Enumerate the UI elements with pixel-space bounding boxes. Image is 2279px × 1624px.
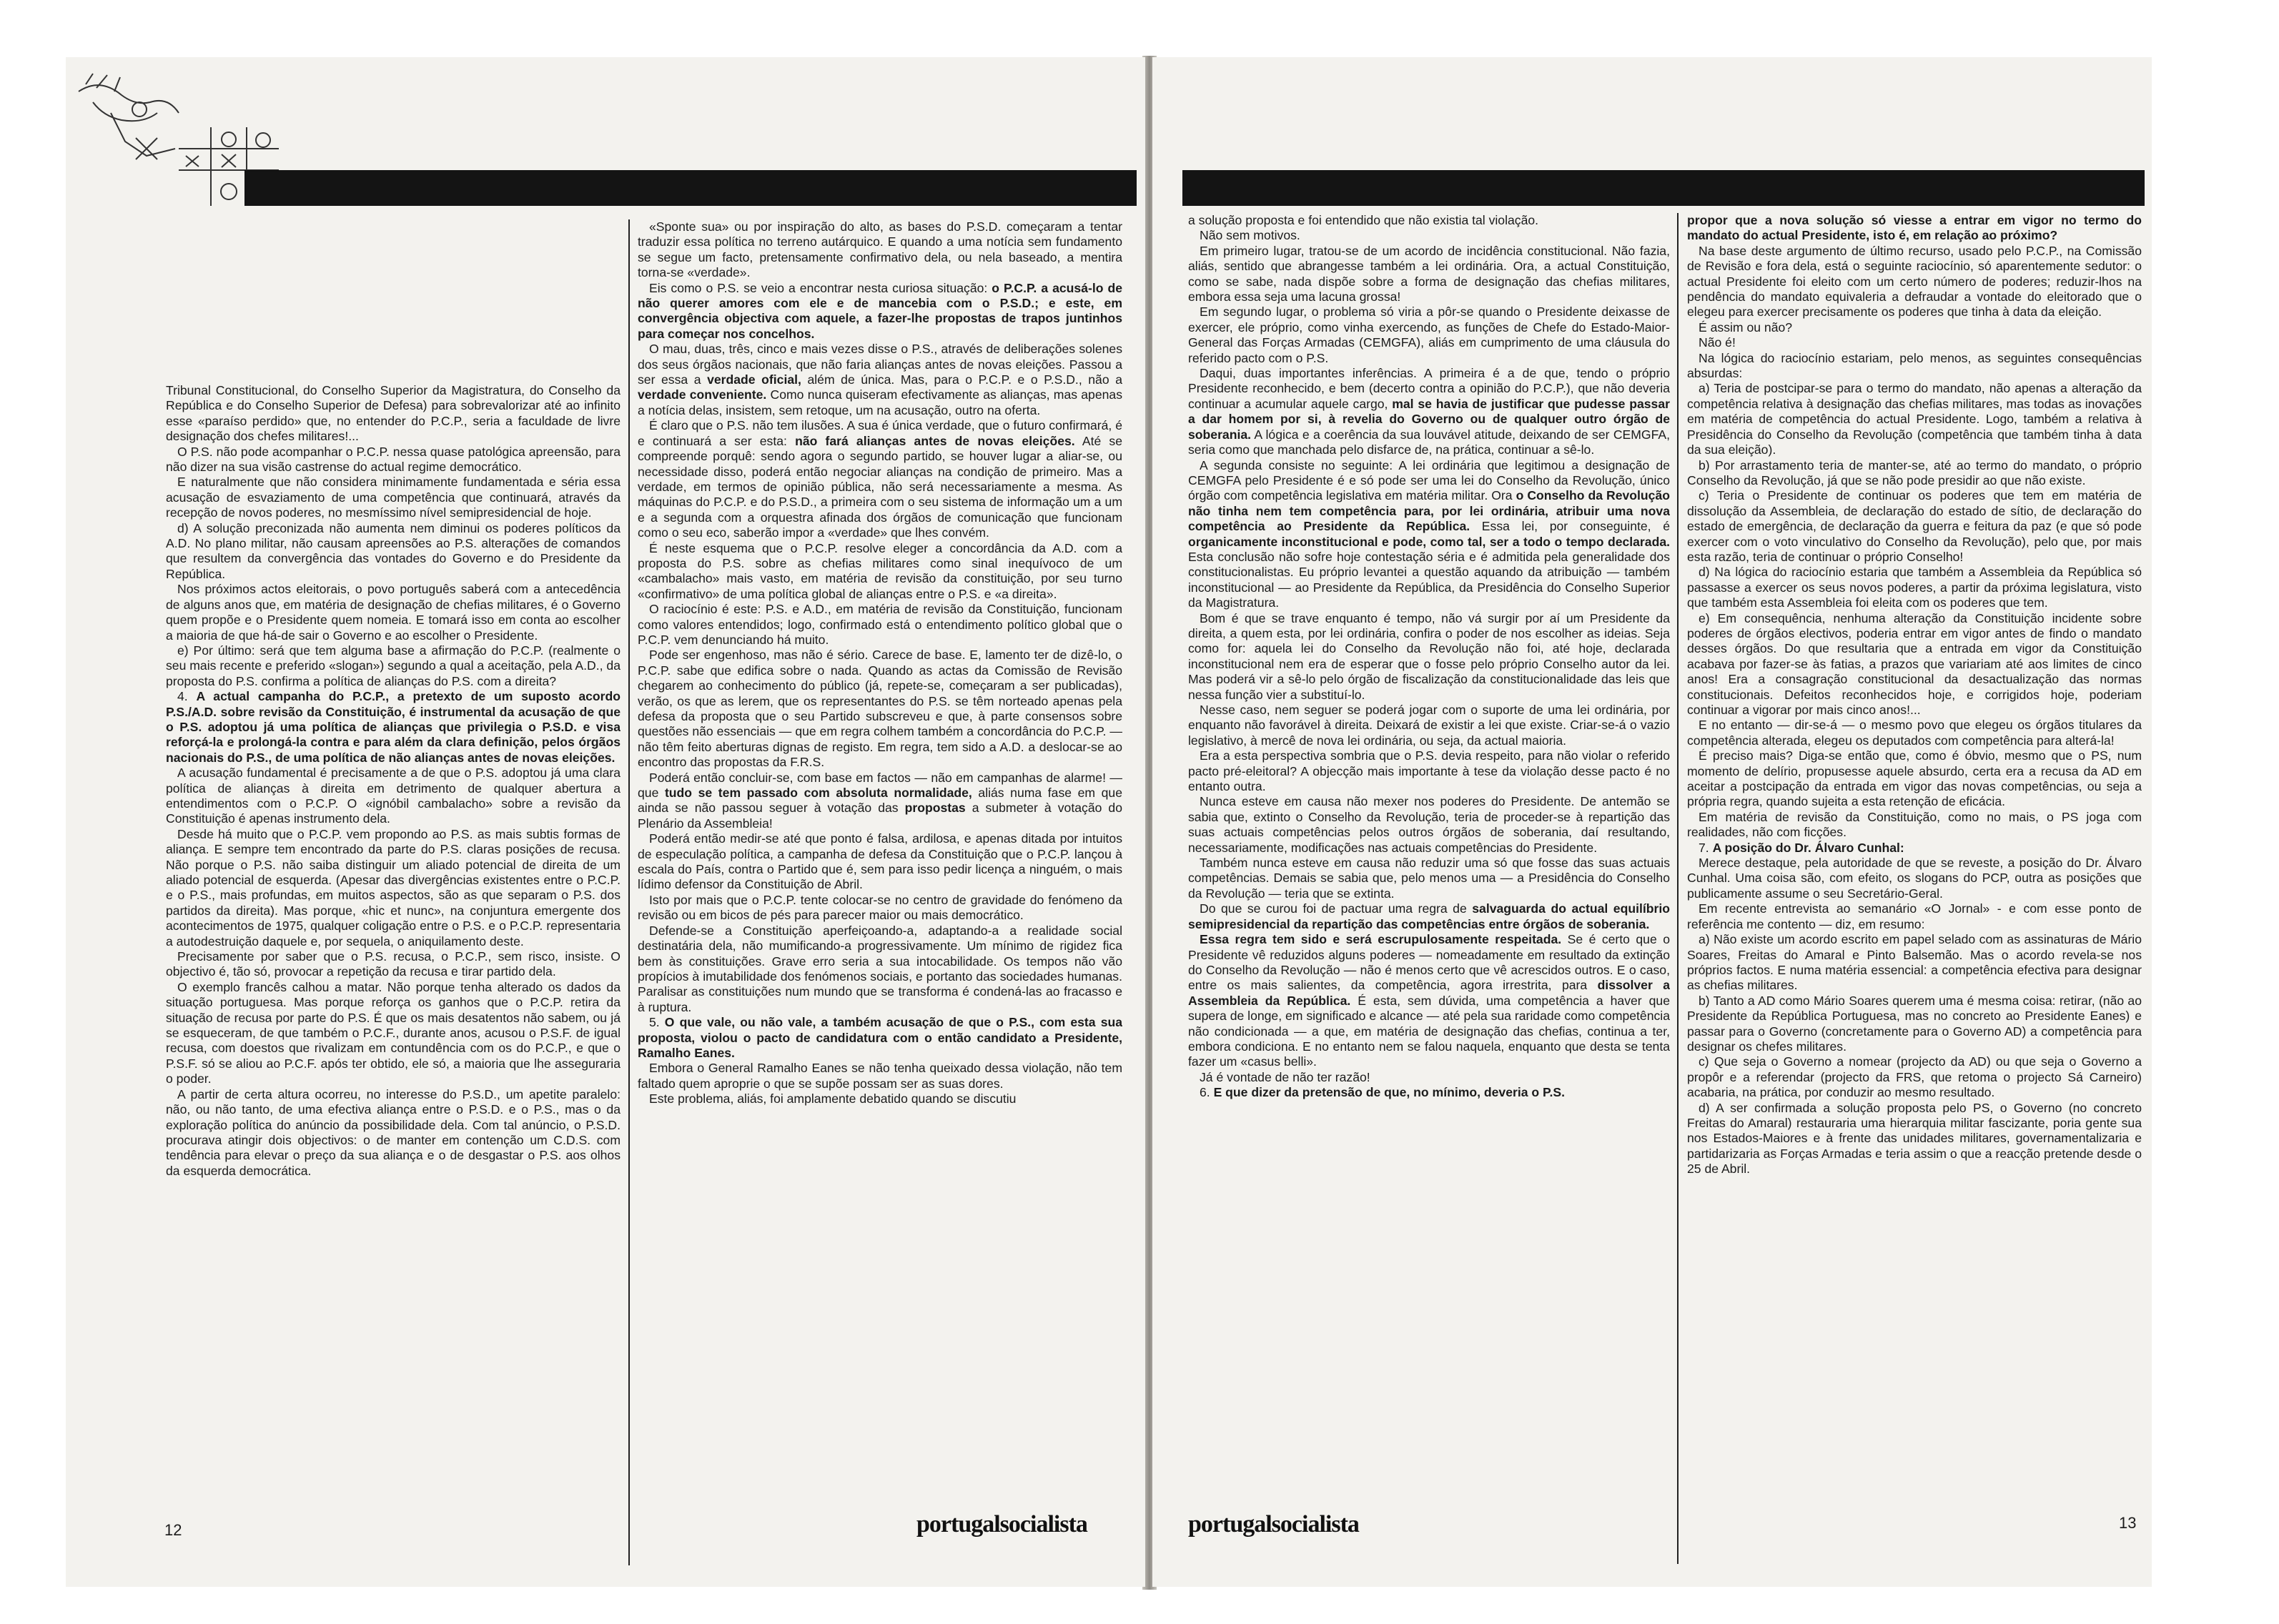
paragraph: 5. O que vale, ou não vale, a também acusação de que o P.S., com esta sua proposta, violou o pacto de candidatura com o então candidato a Presidente, Ramalho Eanes. xyxy=(638,1015,1122,1060)
paragraph: Nos próximos actos eleitorais, o povo português saberá com a antecedência de alguns anos que, em matéria de designação de chefias militares, é o Governo quem propõe e o Presidente quem nomeia. E tomará isso em conta ao escolher a maioria de que há-de sair o Governo e ao escolher o Presidente. xyxy=(166,582,621,643)
paragraph: Essa regra tem sido e será escrupulosamente respeitada. Se é certo que o Presidente vê reduzidos alguns poderes — nomeadamente em resultado da extinção do Conselho da Revolução — não é menos certo que vê acrescidos outros. E o caso, entre os mais salientes, da competência, agora irrestrita, para dissolver a Assembleia da República. É esta, sem dúvida, uma competência a haver que supera de longe, em significado e alcance — até pela sua raridade como competência não condicionada — a que, em matéria de designação das chefias, continua a ter, embora condiciona. E no entanto nem se falou naquela, enquanto que desta se tenta fazer um «casus belli». xyxy=(1188,932,1670,1069)
paragraph: d) Na lógica do raciocínio estaria que também a Assembleia da República só passasse a exercer os seus novos poderes, a partir da próxima legislatura, visto que também esta Assembleia foi eleita com os poderes que tem. xyxy=(1687,565,2142,610)
paragraph: Tribunal Constitucional, do Conselho Superior da Magistratura, do Conselho da República e do Conselho Superior de Defesa) para sobrevalorizar até ao infinito esse «paraíso perdido» que, no entender do P.C.P., seria a faculdade de livre designação dos chefes militares!... xyxy=(166,383,621,444)
paragraph: Embora o General Ramalho Eanes se não tenha queixado dessa violação, não tem faltado quem aproprie o que se supõe possam ser as suas dores. xyxy=(638,1061,1122,1091)
page-number: 12 xyxy=(164,1521,182,1539)
page-number: 13 xyxy=(2119,1514,2137,1532)
paragraph: Pode ser engenhoso, mas não é sério. Carece de base. E, lamento ter de dizê-lo, o P.C.P. sabe que edifica sobre o nada. Quando as actas da Comissão de Revisão chegarem ao conhecimento do público (já, repete-se, começaram a ser publicadas), verão, os que as lerem, que os representantes do P.S. se têm norteado apenas pela defesa da proposta que o seu Partido subscreveu e que, à parte consensos sobre questões não essenciais — que em regra colhem também a concordância do P.C.P. — não têm feito aberturas dignas de registo. Em regra, tem sido a A.D. a deslocar-se ao encontro das propostas da F.R.S. xyxy=(638,648,1122,770)
column-divider xyxy=(628,219,630,1565)
right-page xyxy=(1152,57,2152,1587)
paragraph: Não sem motivos. xyxy=(1200,228,1300,243)
paragraph: É assim ou não? xyxy=(1699,320,1793,335)
paragraph: Desde há muito que o P.C.P. vem propondo ao P.S. as mais subtis formas de aliança. E sempre tem encontrado da parte do P.S. claras posições de recusa. Não porque o P.S. não saiba distinguir um aliado potencial de direita de um aliado potencial de esquerda. (Apesar das divergências existentes entre o P.C.P. e o P.S., mais profundas, em muitos aspectos, são as que separam o P.S. dos partidos da direita). Mas porque, «hic et nunc», na conjuntura emergente dos acontecimentos de 1975, qualquer coligação entre o P.S. e o P.C.P. representaria a autodestruição daquele e, por sequela, o aniquilamento deste. xyxy=(166,826,621,949)
paragraph: 6. E que dizer da pretensão de que, no mínimo, deveria o P.S. xyxy=(1200,1085,1566,1100)
paragraph: Daqui, duas importantes inferências. A primeira é a de que, tendo o próprio Presidente reconhecido, e bem (decerto contra a opinião do P.C.P.), que não deveria continuar a acumular aquele cargo, mal se havia de justificar que pudesse passar a dar homem por si, à revelia do Governo ou de qualquer outro órgão de soberania. A lógica e a coerência da sua louvável atitude, deixando de ser CEMGFA, seria como que manchada pelo disfarce de, na prática, continuar a sê-lo. xyxy=(1188,366,1670,457)
paragraph: c) Teria o Presidente de continuar os poderes que tem em matéria de dissolução da Assembleia, de declaração do estado de sítio, de declaração do estado de emergência, de declaração da guerra e feitura da paz (e que só pode exercer com o voto vinculativo do Conselho da Revolução), pelo que, por mais esta razão, teria de continuar o próprio Conselho! xyxy=(1687,488,2142,564)
right-page-column-1 xyxy=(1188,213,1670,1557)
paragraph: O mau, duas, três, cinco e mais vezes disse o P.S., através de deliberações solenes dos seus órgãos nacionais, que não faria alianças antes de novas eleições. Passou a ser essa a verdade oficial, além de única. Mas, para o P.C.P. e o P.S.D., não a verdade conveniente. Como nunca quiseram efectivamente as alianças, mas apenas a notícia delas, insistem, sem retoque, um na acusação, outro na oferta. xyxy=(638,342,1122,417)
paragraph: Defende-se a Constituição aperfeiçoando-a, adaptando-a a realidade social destinatária dela, não mumificando-a progressivamente. Um mínimo de rigidez fica bem às constituições. Grave erro seria a sua intocabilidade. Os tempos não vão propícios à imutabilidade dos fenómenos sociais, e portanto das sociedades humanas. Paralisar as constituições num mundo que se transforma é condená-las ao fracasso e à ruptura. xyxy=(638,923,1122,1014)
paragraph: Merece destaque, pela autoridade de que se reveste, a posição do Dr. Álvaro Cunhal. Uma coisa são, com efeito, os slogans do PCP, outra as posições que publicamente assume o seu Secretário-Geral. xyxy=(1687,856,2142,901)
paragraph: Em recente entrevista ao semanário «O Jornal» - e com esse ponto de referência me contento — diz, em resumo: xyxy=(1687,901,2142,931)
paragraph: e) Em consequência, nenhuma alteração da Constituição incidente sobre poderes de órgãos electivos, poderia entrar em vigor antes de findo o mandato desses órgãos. Do que resultaria que a entrada em vigor da Constituição acabava por fazer-se às fatias, a prazos que variariam até aos limites de cinco anos! Era a consagração constitucional da desactualização das normas constitucionais. Defeitos reconhecidos hoje, e corrigidos hoje, poderiam continuar a vigorar por mais cinco anos!... xyxy=(1687,610,2142,717)
masthead-logo: portugalsocialista xyxy=(1188,1511,1359,1538)
paragraph: Poderá então medir-se até que ponto é falsa, ardilosa, e apenas ditada por intuitos de especulação política, a campanha de defesa da Constituição que o P.C.P. lançou à escala do País, contra o Partido que é, sem para isso pedir licença a ninguém, o mais lídimo defensor da Constituição de Abril. xyxy=(638,831,1122,892)
paragraph: Nesse caso, nem seguer se poderá jogar com o suporte de uma lei ordinária, por enquanto não favorável à direita. Deixará de existir a lei que existe. Criar-se-á o vazio legislativo, à mercê de nova lei ordinária, ou seja, da actual maioria. xyxy=(1188,703,1670,748)
paragraph: O raciocínio é este: P.S. e A.D., em matéria de revisão da Constituição, funcionam como valores entendidos; logo, confirmado está o entendimento político global que o P.C.P. vem denunciando há muito. xyxy=(638,602,1122,647)
column-text xyxy=(1687,213,2142,1177)
paragraph: O exemplo francês calhou a matar. Não porque tenha alterado os dados da situação portuguesa. Mas porque reforça os ganhos que o P.C.P. retira da situação de recusa por parte do P.S. É que os mais desatentos não sabem, ou já se esqueceram, de que também o P.C.F., durante anos, acusou o P.S.F. de igual recusa, com doestos que rivalizam em contundência com os do P.C.P., e que o P.S.F. só se aliou ao P.C.F. após ter obtido, ele só, a maioria que lhe asseguraria o poder. xyxy=(166,979,621,1086)
paragraph: E naturalmente que não considera minimamente fundamentada e séria essa acusação de esvaziamento de uma competência que continuará, através da recepção de novos poderes, no mesmíssimo nível semipresidencial de hoje. xyxy=(166,475,621,520)
paragraph: d) A solução preconizada não aumenta nem diminui os poderes políticos da A.D. No plano militar, não causam apreensões ao P.S. alterações de comandos que resultem da convergência das vontades do Governo e do Presidente da República. xyxy=(166,520,621,581)
paragraph: Na lógica do raciocínio estariam, pelo menos, as seguintes consequências absurdas: xyxy=(1687,350,2142,381)
masthead-logo: portugalsocialista xyxy=(916,1511,1087,1538)
right-page-column-2 xyxy=(1687,213,2142,1557)
paragraph: b) Tanto a AD como Mário Soares querem uma é mesma coisa: retirar, (não ao Presidente da República Portuguesa, mas no concreto ao Presidente Eanes) e passar para o Governo (concretamente para o Governo AD) a competência para designar os chefes militares. xyxy=(1687,993,2142,1054)
paragraph: A acusação fundamental é precisamente a de que o P.S. adoptou já uma clara política de alianças à direita em detrimento de qualquer abertura a entendimentos com o P.C.P. O «ignóbil cambalacho» sobre a revisão da Constituição é apenas instrumento dela. xyxy=(166,766,621,826)
paragraph: Do que se curou foi de pactuar uma regra de salvaguarda do actual equilíbrio semipresidencial da repartição das competências entre órgãos de soberania. xyxy=(1188,901,1670,931)
paragraph: 4. A actual campanha do P.C.P., a pretexto de um suposto acordo P.S./A.D. sobre revisão da Constituição, é instrumental da acusação de que o P.S. adoptou já uma política de alianças que privilegia o P.S.D. e visa reforçá-la e prolongá-la contra e para além da clara definição, pelos órgãos nacionais do P.S., de uma política de não alianças antes de novas eleições. xyxy=(166,689,621,765)
paragraph: b) Por arrastamento teria de manter-se, até ao termo do mandato, o próprio Conselho da Revolução, já que se não pode presidir ao que não existe. xyxy=(1687,457,2142,487)
paragraph: O P.S. não pode acompanhar o P.C.P. nessa quase patológica apreensão, para não dizer na sua visão castrense do actual regime democrático. xyxy=(166,444,621,475)
left-page xyxy=(66,57,1145,1587)
paragraph: propor que a nova solução só viesse a entrar em vigor no termo do mandato do actual Presidente, isto é, em relação ao próximo? xyxy=(1687,213,2142,243)
paragraph: «Sponte sua» ou por inspiração do alto, as bases do P.S.D. começaram a tentar traduzir essa política no terreno autárquico. E quando a uma notícia sem fundamento se segue um facto, pretensamente confirmativo dela, ou nela baseado, a mentira torna-se «verdade». xyxy=(638,219,1122,280)
header-bar xyxy=(244,170,1137,206)
paragraph: A segunda consiste no seguinte: A lei ordinária que legitimou a designação de CEMGFA pelo Presidente é e só pode ser uma lei do Conselho da Revolução, único órgão com competência legislativa em matéria militar. Ora o Conselho da Revolução não tinha nem tem competência para, por lei ordinária, atribuir uma nova competência ao Presidente da República. Essa lei, por conseguinte, é organicamente inconstitucional e pode, como tal, ser a todo o tempo declarada. Esta conclusão não sofre hoje contestação séria e é admitida pela generalidade dos constitucionalistas. Eu próprio levantei a questão aquando da atribuição — também inconstitucional — ao Presidente da República, da Presidência do Conselho Superior da Magistratura. xyxy=(1188,457,1670,610)
paragraph: Poderá então concluir-se, com base em factos — não em campanhas de alarme! — que tudo se tem passado com absoluta normalidade, aliás numa fase em que ainda se não passou seguer à votação das propostas a submeter à votação do Plenário da Assembleia! xyxy=(638,770,1122,831)
paragraph: 7. A posição do Dr. Álvaro Cunhal: xyxy=(1699,840,1904,855)
paragraph: a) Não existe um acordo escrito em papel selado com as assinaturas de Mário Soares, Freitas do Amaral e Pinto Balsemão. Mas o acordo revela-se nos próprios factos. E numa matéria essencial: a competência efectiva para designar as chefias militares. xyxy=(1687,932,2142,993)
paragraph: Era a esta perspectiva sombria que o P.S. devia respeito, para não violar o referido pacto pré-eleitoral? A objecção mais importante à tese da violação desse pacto é no entanto outra. xyxy=(1188,748,1670,794)
paragraph: Também nunca esteve em causa não reduzir uma só que fosse das suas actuais competências. Demais se sabia que, pelo menos uma — a Presidência do Conselho da Revolução — teria que se extinta. xyxy=(1188,856,1670,901)
paragraph: Bom é que se trave enquanto é tempo, não vá surgir por aí um Presidente da direita, a quem esta, por lei ordinária, confira o poder de nos escolher as ideias. Seja como for: aquela lei do Conselho da Revolução não foi, até hoje, declarada inconstitucional nem era de esperar que o fosse pelo próprio Conselho autor da lei. Mas poderá vir a sê-lo pelo órgão de fiscalização da constitucionalidade das leis que nessa função vier a substituí-lo. xyxy=(1188,610,1670,702)
paragraph: c) Que seja o Governo a nomear (projecto da AD) ou que seja o Governo a propôr e a referendar (projecto da FRS, que retoma o projecto Sá Carneiro) acabaria, na prática, por conduzir ao mesmo resultado. xyxy=(1687,1054,2142,1100)
paragraph: É claro que o P.S. não tem ilusões. A sua é única verdade, que o futuro confirmará, é e continuará a ser esta: não fará alianças antes de novas eleições. Até se compreende porquê: sendo agora o segundo partido, se houver lugar a aliar-se, ou necessidade disso, poderá então negociar alianças na condição de primeiro. Mas a verdade, em termos de opinião pública, não será necessariamente a mesma. As máquinas do P.C.P. e do P.S.D., a primeira com o seu sistema de informação um a um e a segunda com a orquestra afinada dos órgãos de comunicação que funcionam como o seu eco, saberão impor a «verdade» que lhes convém. xyxy=(638,418,1122,540)
paragraph: Em matéria de revisão da Constituição, como no mais, o PS joga com realidades, não com ficções. xyxy=(1687,809,2142,840)
paragraph: A partir de certa altura ocorreu, no interesse do P.S.D., um apetite paralelo: não, ou não tanto, de uma efectiva aliança entre o P.S.D. e o P.S., mas o da exploração política do anúncio da possibilidade dela. Com tal anúncio, o P.S.D. procurava atingir dois objectivos: o de manter em contenção um C.D.S. com tendência para elevar o preço da sua aliança e o de desgastar o P.S. aos olhos da esquerda democrática. xyxy=(166,1086,621,1178)
paragraph: Eis como o P.S. se veio a encontrar nesta curiosa situação: o P.C.P. a acusá-lo de não querer amores com ele e de mancebia com o P.S.D.; e este, em convergência objectiva com aquele, a fazer-lhe propostas de trapos juntinhos para começar nos concelhos. xyxy=(638,280,1122,341)
paragraph: a solução proposta e foi entendido que não existia tal violação. xyxy=(1188,213,1539,227)
paragraph: Precisamente por saber que o P.S. recusa, o P.C.P., sem risco, insiste. O objectivo é, tão só, provocar a repetição da recusa e tirar partido dela. xyxy=(166,949,621,979)
column-divider xyxy=(1677,213,1679,1564)
paragraph: Isto por mais que o P.C.P. tente colocar-se no centro de gravidade do fenómeno da revisão ou em bicos de pés para parecer maior ou mais democrático. xyxy=(638,892,1122,923)
paragraph: É preciso mais? Diga-se então que, como é óbvio, mesmo que o PS, num momento de delírio, propusesse aquele absurdo, certa era a recusa da AD em aceitar a postcipação da entrada em vigor das novas competências, ou seja a própria regra, quando sujeita a esta retenção de eficácia. xyxy=(1687,748,2142,809)
paragraph: Não é! xyxy=(1699,335,1736,350)
left-page-column-2 xyxy=(638,219,1122,1563)
paragraph: d) A ser confirmada a solução proposta pelo PS, o Governo (no concreto Freitas do Amaral) restauraria uma hierarquia militar fascizante, poria gente sua nos Estados-Maiores e à frente das unidades militares, governamentalizaria e partidarizaria as Forças Armadas e teria assim o que a reacção pretende desde o 25 de Abril. xyxy=(1687,1100,2142,1177)
column-text xyxy=(1188,213,1670,1101)
paragraph: Em primeiro lugar, tratou-se de um acordo de incidência constitucional. Não fazia, aliás, sentido que abrangesse também a lei ordinária. Ora, a actual Constituição, como se sabe, nada dispõe sobre a forma de designação das chefias militares, embora essa seja uma lacuna grossa! xyxy=(1188,243,1670,304)
paragraph: É neste esquema que o P.C.P. resolve eleger a concordância da A.D. com a proposta do P.S. sobre as chefias militares como sinal inequívoco de um «cambalacho» mais vasto, em matéria de revisão da constituição, por seu turno «confirmativo» de uma política global de alianças entre o P.S. e «a direita». xyxy=(638,540,1122,601)
paragraph: Este problema, aliás, foi amplamente debatido quando se discutiu xyxy=(649,1091,1017,1106)
paragraph: e) Por último: será que tem alguma base a afirmação do P.C.P. (realmente o seu mais recente e preferido «slogan») segundo a qual a aceitação, pela A.D., da proposta do P.S. confirma a política de alianças do P.S. com a direita? xyxy=(166,643,621,688)
column-text xyxy=(166,383,621,1179)
paragraph: Já é vontade de não ter razão! xyxy=(1200,1069,1370,1084)
paragraph: Na base deste argumento de último recurso, usado pelo P.C.P., na Comissão de Revisão e fora dela, está o seguinte raciocínio, só aparentemente sedutor: o actual Presidente foi eleito com um certo número de poderes; reduzir-lhos na pendência do mandato equivaleria a defraudar a vontade do eleitorado que o elegeu para exercer precisamente os poderes que tinha à data da eleição. xyxy=(1687,243,2142,320)
column-text xyxy=(638,219,1122,1107)
header-bar xyxy=(1182,170,2145,206)
left-page-column-1 xyxy=(166,383,621,1566)
paragraph: a) Teria de postcipar-se para o termo do mandato, não apenas a alteração da competência relativa à designação das chefias militares, mas todas as inovações em matéria de competência do actual Presidente. Logo, também a relativa à Presidência do Conselho da Revolução (competência que também tinha à data da sua eleição). xyxy=(1687,381,2142,457)
paragraph: Nunca esteve em causa não mexer nos poderes do Presidente. De antemão se sabia que, extinto o Conselho da Revolução, teria de proceder-se à repartição das suas actuais competências pelos outros órgãos de soberania, daí resultando, necessariamente, modificações nas actuais competências do Presidente. xyxy=(1188,794,1670,855)
paragraph: Em segundo lugar, o problema só viria a pôr-se quando o Presidente deixasse de exercer, ele próprio, como vinha exercendo, as funções de Chefe do Estado-Maior-General das Forças Armadas (CEMGFA), aliás em cumprimento de uma cláusula do referido pacto com o P.S. xyxy=(1188,304,1670,365)
paragraph: E no entanto — dir-se-á — o mesmo povo que elegeu os órgãos titulares da competência alterada, elegeu os deputados com competência para alterá-la! xyxy=(1687,718,2142,748)
